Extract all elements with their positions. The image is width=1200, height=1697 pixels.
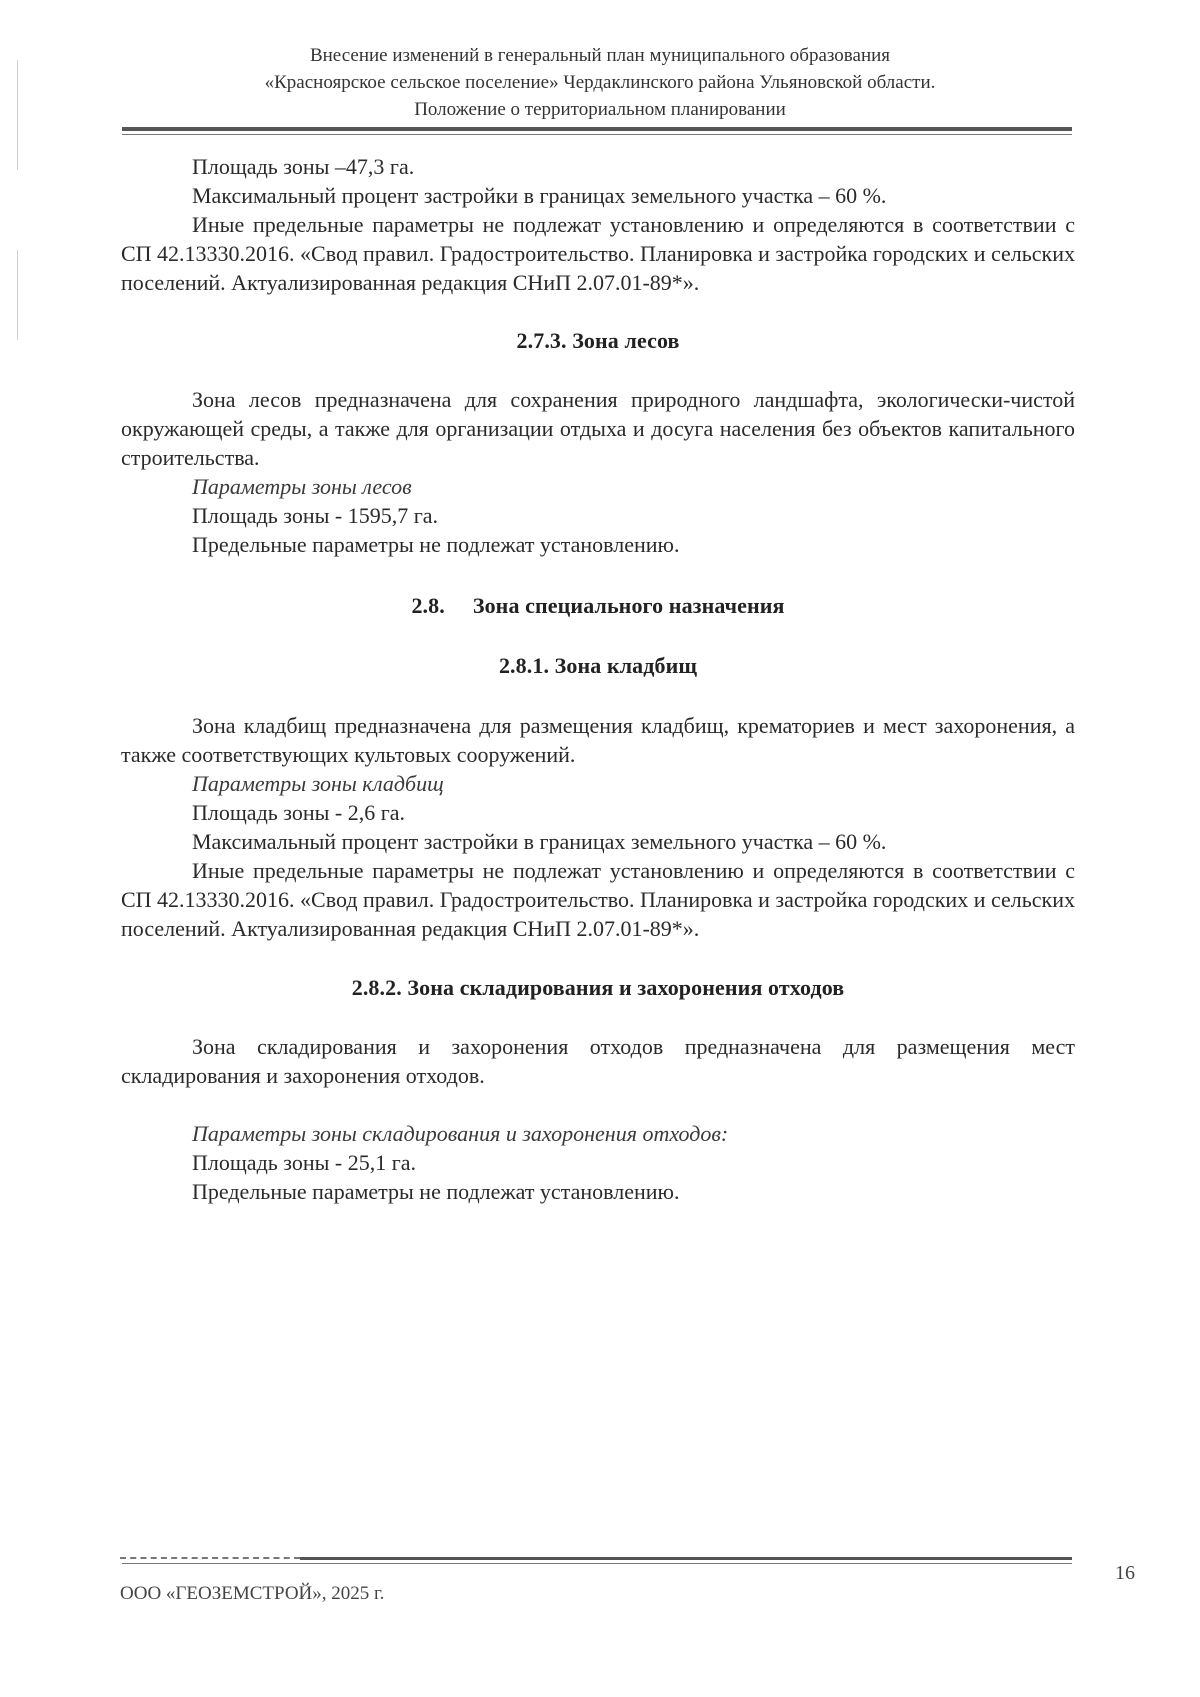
page-number: 16	[1115, 1562, 1135, 1584]
header-line-1: Внесение изменений в генеральный план муниципального образования	[309, 45, 891, 66]
footer-rule-dashed	[120, 1557, 300, 1559]
cemetery-max-building-percent: Максимальный процент застройки в границах земельного участка – 60 %.	[192, 829, 887, 854]
cemetery-zone-parameters-heading: Параметры зоны кладбищ	[192, 771, 444, 796]
cemetery-other-parameters: Иные предельные параметры не подлежат установлению и определяются в соответствии с СП 42.13330.2016. «Свод правил. Градостроительство. Планировка и застройка городских и сельских поселений. Актуализированная редакция СНиП 2.07.01-89*».	[121, 858, 1076, 941]
scan-edge-mark	[17, 250, 18, 340]
header-line-3: Положение о территориальном планировании	[414, 99, 786, 120]
section-heading-2-7-3: 2.7.3. Зона лесов	[516, 328, 680, 353]
forest-zone-limits: Предельные параметры не подлежат установлению.	[192, 532, 680, 557]
scan-edge-mark	[17, 60, 18, 170]
header-rule-thick	[122, 127, 1072, 131]
section-title-2-8: Зона специального назначения	[472, 593, 785, 618]
footer-company: ООО «ГЕОЗЕМСТРОЙ», 2025 г.	[120, 1583, 385, 1604]
waste-zone-area: Площадь зоны - 25,1 га.	[192, 1150, 417, 1175]
waste-zone-parameters-heading: Параметры зоны складирования и захоронения отходов:	[192, 1121, 729, 1146]
header-rule-thin	[122, 134, 1072, 135]
section-number-2-8: 2.8.	[411, 593, 445, 618]
forest-zone-description: Зона лесов предназначена для сохранения природного ландшафта, экологически-чистой окружающей среды, а также для организации отдыха и досуга населения без объектов капитального строительства.	[121, 387, 1075, 470]
section-heading-2-8	[121, 591, 1075, 620]
zone-area-text: Площадь зоны –47,3 га.	[192, 154, 415, 179]
cemetery-zone-area: Площадь зоны - 2,6 га.	[192, 800, 406, 825]
section-heading-2-8-2: 2.8.2. Зона складирования и захоронения отходов	[351, 975, 845, 1000]
footer-rule-thin	[122, 1563, 1072, 1564]
document-body	[121, 152, 1075, 1206]
waste-zone-description: Зона складирования и захоронения отходов предназначена для размещения мест складирования и захоронения отходов.	[121, 1034, 1075, 1088]
page-header	[120, 42, 1080, 123]
other-parameters-text: Иные предельные параметры не подлежат установлению и определяются в соответствии с СП 42.13330.2016. «Свод правил. Градостроительство. Планировка и застройка городских и сельских поселений. Актуализированная редакция СНиП 2.07.01-89*».	[121, 212, 1076, 295]
cemetery-zone-description: Зона кладбищ предназначена для размещения кладбищ, крематориев и мест захоронения, а также соответствующих культовых сооружений.	[121, 713, 1075, 767]
waste-zone-limits: Предельные параметры не подлежат установлению.	[192, 1179, 680, 1204]
footer-rule-thick	[300, 1557, 1072, 1560]
forest-zone-parameters-heading: Параметры зоны лесов	[192, 474, 412, 499]
section-heading-2-8-1: 2.8.1. Зона кладбищ	[498, 653, 698, 678]
forest-zone-area: Площадь зоны - 1595,7 га.	[192, 503, 439, 528]
header-line-2: «Красноярское сельское поселение» Чердаклинского района Ульяновской области.	[264, 72, 936, 93]
max-building-percent-text: Максимальный процент застройки в границах земельного участка – 60 %.	[192, 183, 887, 208]
